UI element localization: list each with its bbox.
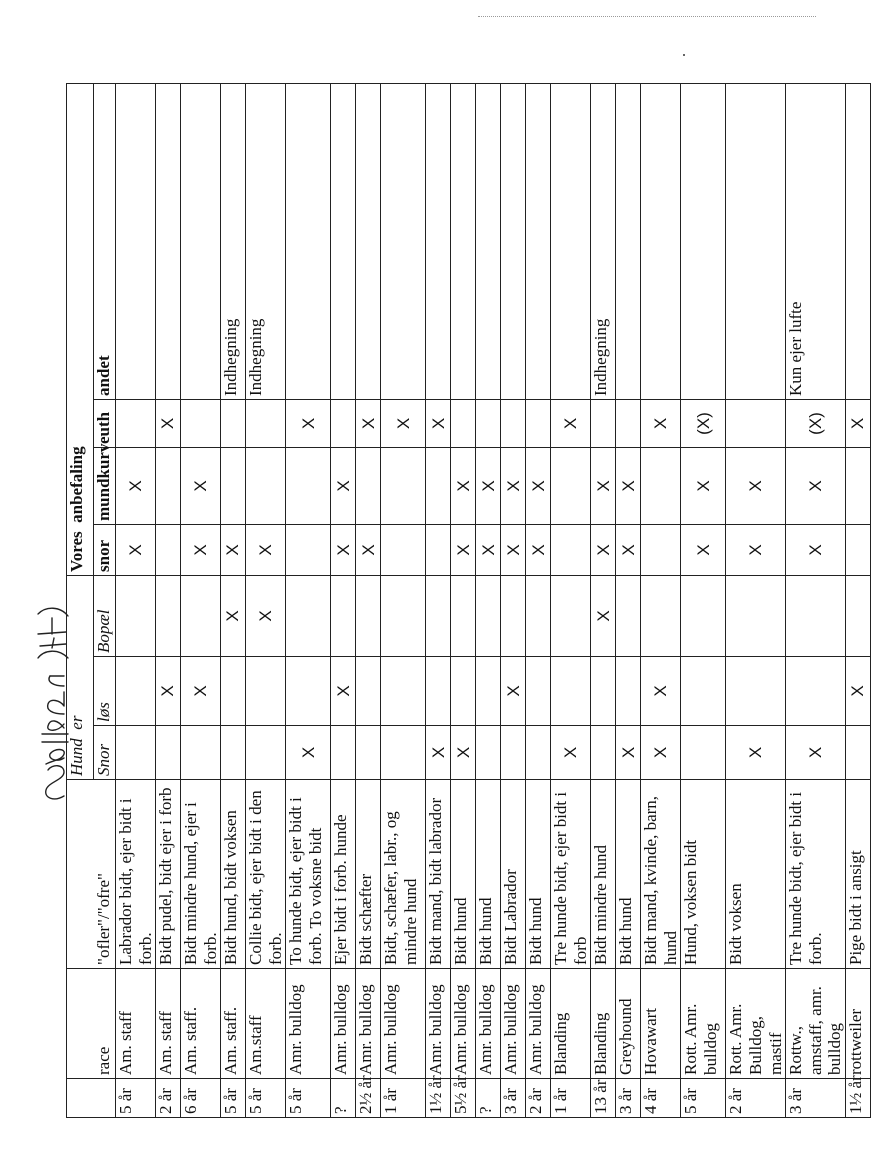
cell-snor: X — [641, 726, 681, 780]
cell-v-mundkurv: X — [786, 448, 846, 525]
cell-age: 6 år — [181, 1079, 221, 1118]
cell-snor — [356, 726, 381, 780]
cell-v-snor — [156, 525, 181, 576]
cell-los — [381, 657, 426, 726]
cell-offer: Bidt, schæfer, labr., og mindre hund — [381, 780, 426, 969]
cell-v-andet — [331, 83, 356, 399]
header-los: løs — [94, 657, 116, 726]
cell-v-snor: X — [501, 525, 526, 576]
cell-v-snor: X — [221, 525, 246, 576]
cell-v-mundkurv — [221, 448, 246, 525]
table-row — [381, 83, 426, 1117]
cell-offer: Bidt hund, bidt voksen — [221, 780, 246, 969]
cell-v-euth: X — [286, 400, 331, 448]
cell-v-andet: Indhegning — [591, 83, 616, 399]
cell-los — [786, 657, 846, 726]
table-row — [331, 83, 356, 1117]
cell-offer: To hunde bidt, ejer bidt i forb. To voksne bidt — [286, 780, 331, 969]
cell-offer: Tre hunde bidt, ejer bidt i forb. — [786, 780, 846, 969]
cell-snor — [181, 726, 221, 780]
cell-age: 5 år — [286, 1079, 331, 1118]
cell-v-snor: X — [356, 525, 381, 576]
cell-v-snor: X — [616, 525, 641, 576]
table-row — [156, 83, 181, 1117]
table-row — [786, 83, 846, 1117]
cell-v-mundkurv: X — [181, 448, 221, 525]
cell-snor — [246, 726, 286, 780]
cell-v-mundkurv: X — [591, 448, 616, 525]
cell-age: 2 år — [526, 1079, 551, 1118]
cell-v-mundkurv: X — [331, 448, 356, 525]
cell-offer: Bidt Labrador — [501, 780, 526, 969]
cell-age: 2½ år — [356, 1079, 381, 1118]
cell-los — [551, 657, 591, 726]
cell-v-andet — [726, 83, 786, 399]
cell-race: Amr. bulldog — [476, 969, 501, 1079]
cell-snor — [501, 726, 526, 780]
cell-race: Am. staff. — [181, 969, 221, 1079]
cell-v-andet — [681, 83, 726, 399]
cell-snor — [681, 726, 726, 780]
cell-v-andet: Kun ejer lufte — [786, 83, 846, 399]
cell-race: Amr. bulldog — [356, 969, 381, 1079]
cell-v-snor: X — [476, 525, 501, 576]
cell-v-snor: X — [451, 525, 476, 576]
cell-v-snor — [845, 525, 870, 576]
cell-v-mundkurv: X — [451, 448, 476, 525]
cell-age: 3 år — [786, 1079, 846, 1118]
table-row — [116, 83, 156, 1117]
header-cell-age-2 — [94, 1079, 116, 1118]
cell-v-snor — [286, 525, 331, 576]
cell-snor — [591, 726, 616, 780]
cell-v-mundkurv: X — [616, 448, 641, 525]
cell-v-euth: X — [356, 400, 381, 448]
header-vores-label: Vores — [67, 531, 86, 572]
header-row-1 — [67, 83, 94, 1117]
cell-offer: Pige bidt i ansigt — [845, 780, 870, 969]
table-row — [356, 83, 381, 1117]
cell-offer: Bidt schæfter — [356, 780, 381, 969]
table-row — [641, 83, 681, 1117]
cell-v-euth — [181, 400, 221, 448]
cell-v-euth — [451, 400, 476, 448]
cell-v-mundkurv — [426, 448, 451, 525]
cell-race: Amr. bulldog — [426, 969, 451, 1079]
cell-los: X — [156, 657, 181, 726]
cell-age: 5½ år — [451, 1079, 476, 1118]
cell-v-snor: X — [526, 525, 551, 576]
cell-v-euth — [476, 400, 501, 448]
cell-v-mundkurv: X — [681, 448, 726, 525]
cell-bopel — [786, 576, 846, 657]
cell-bopel — [726, 576, 786, 657]
cell-age: 1 år — [381, 1079, 426, 1118]
cell-v-snor: X — [591, 525, 616, 576]
cell-bopel — [426, 576, 451, 657]
cell-v-snor: X — [681, 525, 726, 576]
header-race: race — [94, 969, 116, 1079]
cell-bopel — [476, 576, 501, 657]
cell-age: 3 år — [501, 1079, 526, 1118]
table-row — [616, 83, 641, 1117]
cell-v-andet — [156, 83, 181, 399]
cell-v-andet — [356, 83, 381, 399]
cell-race: Blanding — [551, 969, 591, 1079]
table-row — [726, 83, 786, 1117]
scan-edge-line — [478, 16, 816, 17]
cell-race: Amr. bulldog — [451, 969, 476, 1079]
cell-age: 5 år — [246, 1079, 286, 1118]
header-row-2 — [94, 83, 116, 1117]
cell-bopel — [616, 576, 641, 657]
cell-v-snor — [641, 525, 681, 576]
cell-v-andet — [845, 83, 870, 399]
header-cell-offer-top — [67, 780, 94, 969]
header-er-label: er — [67, 715, 86, 730]
cell-los: X — [181, 657, 221, 726]
cell-snor — [116, 726, 156, 780]
cell-race: Am. staff — [116, 969, 156, 1079]
table-row — [526, 83, 551, 1117]
cell-age: 2 år — [726, 1079, 786, 1118]
cell-snor: X — [616, 726, 641, 780]
header-snor: Snor — [94, 726, 116, 780]
table-row — [426, 83, 451, 1117]
cell-bopel — [116, 576, 156, 657]
cell-los — [426, 657, 451, 726]
cell-v-snor: X — [726, 525, 786, 576]
cell-los — [726, 657, 786, 726]
cell-v-snor: X — [116, 525, 156, 576]
rotated-table-container — [66, 84, 867, 1118]
cell-race: Greyhound — [616, 969, 641, 1079]
cell-bopel — [356, 576, 381, 657]
cell-v-snor — [381, 525, 426, 576]
cell-v-andet — [451, 83, 476, 399]
cell-race: Blanding — [591, 969, 616, 1079]
cell-age: 5 år — [681, 1079, 726, 1118]
cell-snor: X — [451, 726, 476, 780]
cell-v-andet — [381, 83, 426, 399]
header-v-snor: snor — [94, 525, 116, 576]
cell-race: Am. staff — [156, 969, 181, 1079]
cell-v-euth — [116, 400, 156, 448]
cell-race: Amr. bulldog — [381, 969, 426, 1079]
cell-snor: X — [551, 726, 591, 780]
cell-v-mundkurv: X — [501, 448, 526, 525]
header-v-andet: andet — [94, 83, 116, 399]
cell-v-snor: X — [181, 525, 221, 576]
cell-v-andet — [501, 83, 526, 399]
cell-los — [356, 657, 381, 726]
cell-v-mundkurv — [156, 448, 181, 525]
cell-race: Amr. bulldog — [286, 969, 331, 1079]
cell-snor: X — [726, 726, 786, 780]
cell-los — [476, 657, 501, 726]
cell-v-andet — [641, 83, 681, 399]
cell-v-andet — [616, 83, 641, 399]
header-vores-anbefaling — [67, 83, 94, 575]
table-row — [681, 83, 726, 1117]
cell-los — [246, 657, 286, 726]
cell-v-euth — [591, 400, 616, 448]
cell-v-euth: X — [641, 400, 681, 448]
cell-bopel: X — [221, 576, 246, 657]
cell-age: ? — [476, 1079, 501, 1118]
cell-age: 4 år — [641, 1079, 681, 1118]
cell-offer: Bidt hund — [616, 780, 641, 969]
header-bopel: Bopæl — [94, 576, 116, 657]
cell-v-andet — [286, 83, 331, 399]
cell-offer: Bidt mindre hund, ejer i forb. — [181, 780, 221, 969]
table-row — [451, 83, 476, 1117]
cell-age: ? — [331, 1079, 356, 1118]
cell-age: 2 år — [156, 1079, 181, 1118]
cell-v-mundkurv — [356, 448, 381, 525]
cell-race: rottweiler — [845, 969, 870, 1079]
cell-v-andet — [181, 83, 221, 399]
cell-offer: Collie bidt, ejer bidt i den forb. — [246, 780, 286, 969]
cell-race: Amr. bulldog — [526, 969, 551, 1079]
cell-race: Rott. Amr. Bulldog, mastif — [726, 969, 786, 1079]
cell-snor — [156, 726, 181, 780]
cell-v-euth — [526, 400, 551, 448]
header-v-mundkurv: mundkurv — [94, 448, 116, 525]
cell-v-euth — [246, 400, 286, 448]
cell-v-snor: X — [786, 525, 846, 576]
cell-snor — [845, 726, 870, 780]
cell-v-euth — [331, 400, 356, 448]
cell-bopel — [286, 576, 331, 657]
cell-los — [591, 657, 616, 726]
cell-v-euth: X — [381, 400, 426, 448]
cell-age: 13 år — [591, 1079, 616, 1118]
cell-v-mundkurv — [641, 448, 681, 525]
cell-bopel — [845, 576, 870, 657]
cell-offer: Tre hunde bidt, ejer bidt i forb — [551, 780, 591, 969]
cell-snor: X — [426, 726, 451, 780]
cell-v-euth: X — [426, 400, 451, 448]
cell-v-euth: X — [551, 400, 591, 448]
cell-race: Rottw., amstaff, amr. bulldog — [786, 969, 846, 1079]
cell-age: 1½ år — [426, 1079, 451, 1118]
cell-v-snor: X — [246, 525, 286, 576]
cell-offer: Labrador bidt, ejer bidt i forb. — [116, 780, 156, 969]
cell-snor — [526, 726, 551, 780]
table-row — [845, 83, 870, 1117]
cell-v-snor — [551, 525, 591, 576]
cell-age: 1 år — [551, 1079, 591, 1118]
cell-v-euth — [726, 400, 786, 448]
cell-snor: X — [286, 726, 331, 780]
cell-los — [221, 657, 246, 726]
cell-race: Amr. bulldog — [331, 969, 356, 1079]
cell-race: Am.staff — [246, 969, 286, 1079]
cell-v-euth: X — [156, 400, 181, 448]
table-row — [286, 83, 331, 1117]
cell-los — [451, 657, 476, 726]
cell-v-euth — [221, 400, 246, 448]
cell-bopel: X — [246, 576, 286, 657]
cell-v-mundkurv — [551, 448, 591, 525]
table-body — [67, 83, 871, 1117]
header-hund-label: Hund — [67, 738, 86, 776]
cell-bopel — [526, 576, 551, 657]
cell-age: 1½ år — [845, 1079, 870, 1118]
cell-snor — [476, 726, 501, 780]
header-anbefaling-label: anbefaling — [67, 446, 86, 523]
table-row — [551, 83, 591, 1117]
cell-offer: Bidt mand, bidt labrador — [426, 780, 451, 969]
cell-v-mundkurv — [246, 448, 286, 525]
cell-v-andet: Indhegning — [246, 83, 286, 399]
cell-bopel: X — [591, 576, 616, 657]
table-row — [221, 83, 246, 1117]
header-cell-age — [67, 1079, 94, 1118]
cell-offer: Bidt mand, kvinde, barn, hund — [641, 780, 681, 969]
table-row — [181, 83, 221, 1117]
table-row — [476, 83, 501, 1117]
cell-los — [616, 657, 641, 726]
cell-v-andet — [551, 83, 591, 399]
cell-v-mundkurv: X — [476, 448, 501, 525]
cell-v-euth — [501, 400, 526, 448]
cell-snor — [221, 726, 246, 780]
header-v-euth: euth — [94, 400, 116, 448]
cell-age: 3 år — [616, 1079, 641, 1118]
cell-los: X — [501, 657, 526, 726]
cell-bopel — [181, 576, 221, 657]
cell-v-mundkurv — [286, 448, 331, 525]
cell-race: Hovawart — [641, 969, 681, 1079]
cell-race: Rott. Amr. bulldog — [681, 969, 726, 1079]
cell-v-andet — [476, 83, 501, 399]
cell-los — [526, 657, 551, 726]
cell-snor — [381, 726, 426, 780]
dog-bite-table — [66, 83, 871, 1118]
cell-bopel — [641, 576, 681, 657]
cell-los: X — [641, 657, 681, 726]
cell-v-mundkurv: X — [116, 448, 156, 525]
cell-bopel — [156, 576, 181, 657]
cell-los: X — [845, 657, 870, 726]
scan-speck — [683, 54, 685, 56]
cell-los — [681, 657, 726, 726]
cell-v-andet — [116, 83, 156, 399]
cell-v-mundkurv — [381, 448, 426, 525]
cell-los: X — [331, 657, 356, 726]
cell-snor — [331, 726, 356, 780]
cell-offer: Bidt voksen — [726, 780, 786, 969]
cell-bopel — [331, 576, 356, 657]
cell-bopel — [451, 576, 476, 657]
cell-v-mundkurv: X — [526, 448, 551, 525]
cell-v-snor: X — [331, 525, 356, 576]
cell-v-euth: (X) — [681, 400, 726, 448]
cell-offer: Ejer bidt i forb. hunde — [331, 780, 356, 969]
cell-v-snor — [426, 525, 451, 576]
cell-offer: Bidt hund — [526, 780, 551, 969]
cell-offer: Bidt hund — [451, 780, 476, 969]
cell-offer: Hund, voksen bidt — [681, 780, 726, 969]
table-row — [246, 83, 286, 1117]
header-cell-race-top — [67, 969, 94, 1079]
cell-race: Amr. bulldog — [501, 969, 526, 1079]
cell-v-euth: (X) — [786, 400, 846, 448]
cell-los — [286, 657, 331, 726]
cell-bopel — [551, 576, 591, 657]
cell-offer: Bidt mindre hund — [591, 780, 616, 969]
cell-v-mundkurv: X — [726, 448, 786, 525]
table-row — [501, 83, 526, 1117]
cell-los — [116, 657, 156, 726]
cell-bopel — [381, 576, 426, 657]
cell-age: 5 år — [221, 1079, 246, 1118]
cell-v-euth — [616, 400, 641, 448]
cell-v-mundkurv — [845, 448, 870, 525]
cell-v-andet — [426, 83, 451, 399]
cell-race: Am. staff. — [221, 969, 246, 1079]
cell-v-andet: Indhegning — [221, 83, 246, 399]
cell-offer: Bidt pudel, bidt ejer i forb — [156, 780, 181, 969]
cell-snor: X — [786, 726, 846, 780]
header-hund-er — [67, 576, 94, 780]
cell-v-andet — [526, 83, 551, 399]
cell-bopel — [501, 576, 526, 657]
cell-bopel — [681, 576, 726, 657]
header-offer: "ofler"/"ofre" — [94, 780, 116, 969]
cell-age: 5 år — [116, 1079, 156, 1118]
cell-v-euth: X — [845, 400, 870, 448]
table-row — [591, 83, 616, 1117]
cell-offer: Bidt hund — [476, 780, 501, 969]
